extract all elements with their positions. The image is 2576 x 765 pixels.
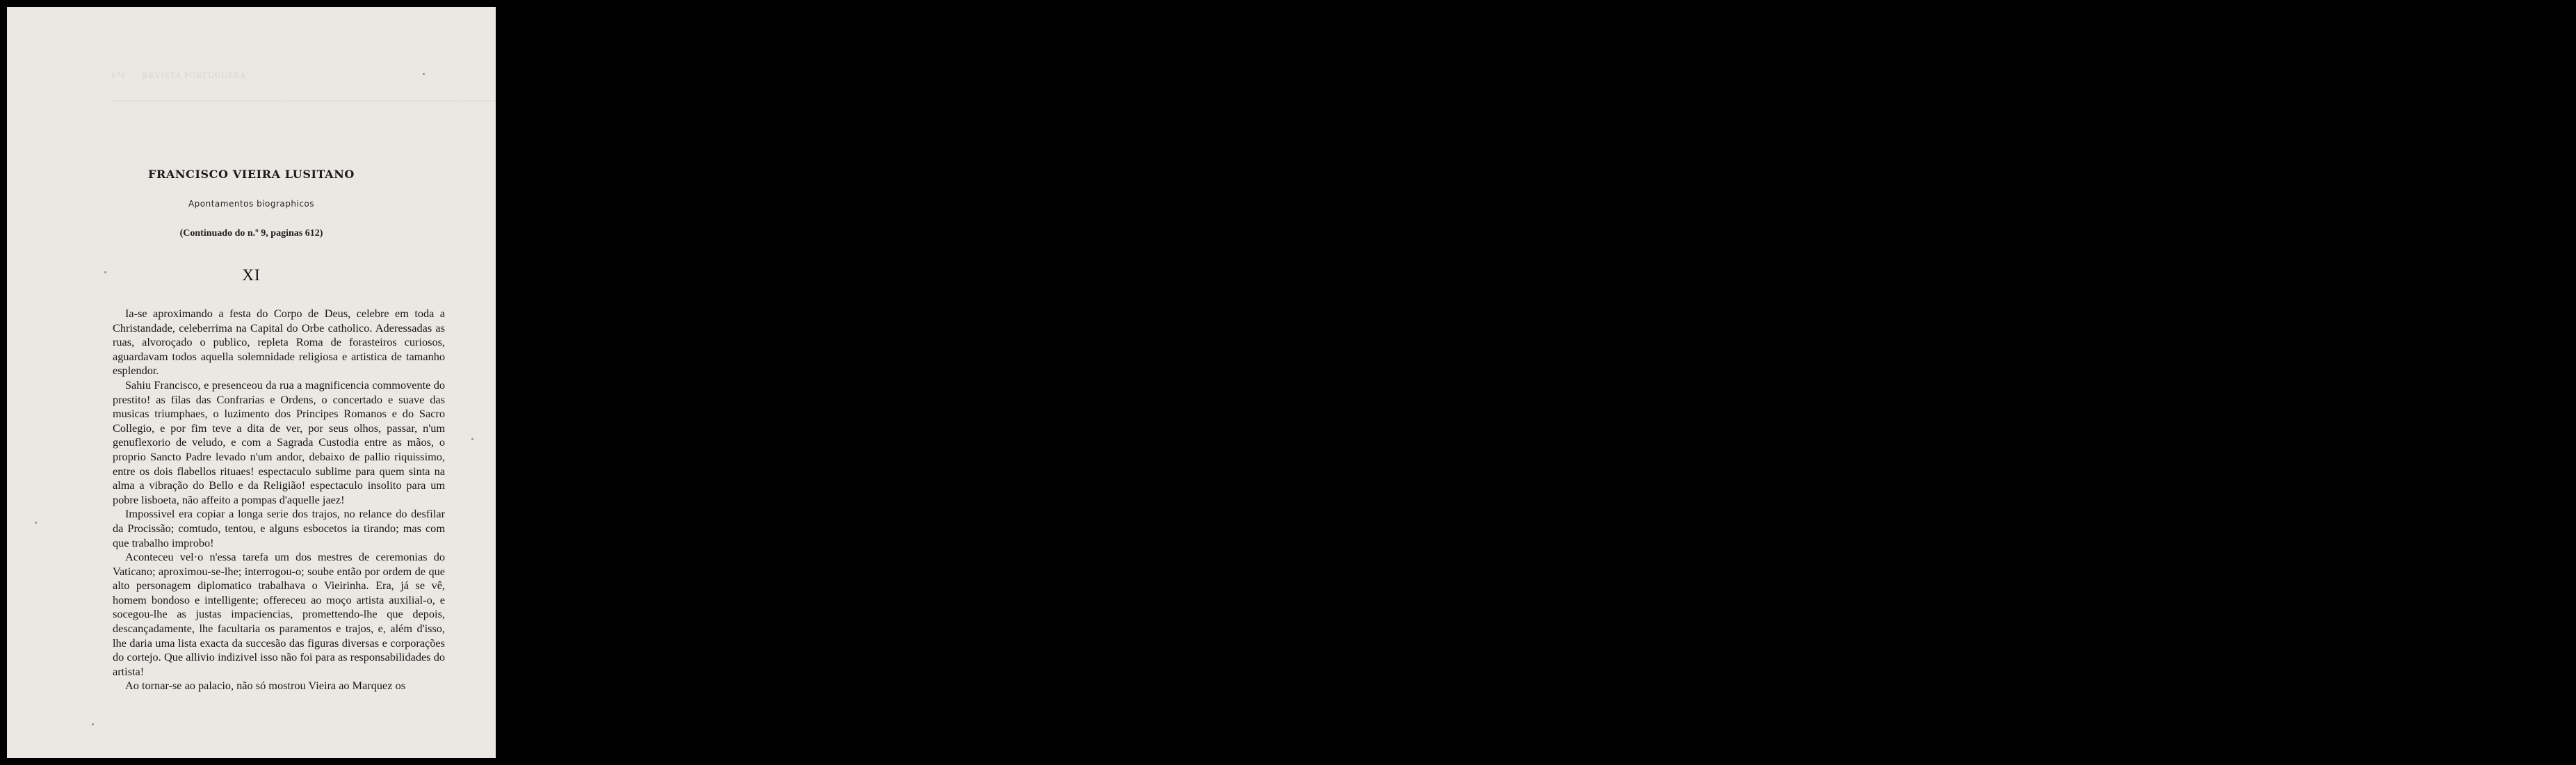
continuation-note: (Continuado do n.º 9, paginas 612) [179, 228, 323, 239]
paper-speck [92, 723, 94, 725]
paragraph: Aconteceu vel·o n'essa tarefa um dos mestres de ceremonias do Vaticano; aproximou-se-lhe; interrogou-o; soube então por ordem de que alto personagem diplomatico trabalhava o Vieirinha. Era, já se vê, homem bondoso e intelligente; offereceu ao moço artista auxilial-o, e socegou-lhe as justas impaciencias, promettendo-lhe que depois, descançadamente, lhe facultaria os paramentos e trajos, e, além d'isso, lhe daria uma lista exacta da succesão das figuras diversas e corporações do cortejo. Que allivio indizivel isso não foi para as responsabilidades do artista! [113, 550, 445, 678]
book-page [7, 7, 2576, 758]
paragraph: Impossivel era copiar a longa serie dos trajos, no relance do desfilar da Procissão; comtudo, tentou, e alguns esbocetos ia tirando; mas com que trabalho improbo! [113, 507, 445, 549]
article-title: FRANCISCO VIEIRA LUSITANO [148, 168, 355, 181]
article-subtitle: Apontamentos biographicos [188, 199, 315, 209]
chapter-heading: XI [242, 266, 261, 284]
paragraph: Ia-se aproximando a festa do Corpo de Deus, celebre em toda a Christandade, celeberrima na Capital do Orbe catholico. Aderessadas as ruas, alvoroçado o publico, repleta Roma de forasteiros curiosos, aguardavam todos aquella solemnidade religiosa e artistica de tamanho esplendor. [113, 307, 445, 378]
paper-speck [423, 73, 425, 75]
paper-speck [471, 438, 473, 440]
body-text [113, 307, 445, 693]
paper-speck [35, 522, 37, 524]
bleed-through-text: 676 REVISTA PORTUGUEZA ~~~~~~~~~~~~~~~~~~~~~~~~~~~~~~~~~~~~~~~~~~~~~~~~~~~~~~~~~~~~~~~~~~~~~~~~~~~~~~~~~~~~~~~~~~~~~~~~~~~~~~~~~~~~~~~~~~~~~~~~~~~~~~~~~~~~~~~~~~~~~~~~~~~~~~~~~~~~~~~~~~~~~~~~~~~~~~~~~~~~~~~~~~~~~~~~~~~~~~~~~~~~~~~~~~~~~~~~~~~~~~~~~~~~~~~~~~~~~~~~~~~~~~~~~~~~~~~~~~~~~~~~~~~~~~~~~~~~~~~~~~~~~~~~~~~~~~~~~~~~~~~~~~~~~~~~~~~~~~~~~~~~~~~~~~~~~~~~~~~~~~~~~~~~~~~~~~~~~~~~~~~~~~~~~~~~~~~~~~~~~~~~~~~~~~~~~~~~~~~~~~~~~~~~~~~~~~~~~~~~~~~~~~~~~~~~~~~~~~~~~~~~~~~~~~~~~~~~~~~~~~~~~~~~~~~~~~~~~~~~~~~~~~~~~~~~~~~~~~~~~~~~ [111, 70, 2576, 106]
paragraph: Sahiu Francisco, e presenceou da rua a magnificencia commovente do prestito! as filas das Confrarias e Ordens, o concertado e suave das musicas triumphaes, o luzimento dos Principes Romanos e do Sacro Collegio, e por fim teve a dita de ver, por seus olhos, passar, n'um genuflexorio de veludo, e com a Sagrada Custodia entre as mãos, o proprio Sancto Padre levado n'um andor, debaixo de pallio riquissimo, entre os dois flabellos rituaes! espectaculo sublime para quem sinta na alma a vibração do Bello e da Religião! espectaculo insolito para um pobre lisboeta, não affeito a pompas d'aquelle jaez! [113, 378, 445, 506]
paper-speck [104, 271, 106, 273]
paragraph: Ao tornar-se ao palacio, não só mostrou Vieira ao Marquez os [125, 679, 406, 693]
